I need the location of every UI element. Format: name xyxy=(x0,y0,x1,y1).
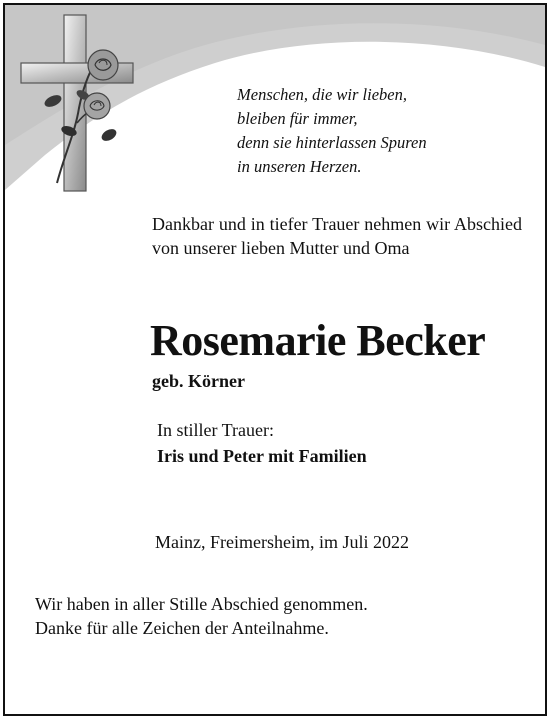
memorial-quote xyxy=(237,83,427,179)
mourners-families: Iris und Peter mit Familien xyxy=(157,446,367,466)
place-and-date: Mainz, Freimersheim, im Juli 2022 xyxy=(155,532,409,552)
closing-text xyxy=(35,592,368,640)
quote-line: bleiben für immer, xyxy=(237,109,358,128)
closing-line: Wir haben in aller Stille Abschied genommen. xyxy=(35,594,368,614)
obituary-notice xyxy=(3,3,547,716)
quote-line: Menschen, die wir lieben, xyxy=(237,85,407,104)
mourners-block xyxy=(157,417,367,469)
intro-text: Dankbar und in tiefer Trauer nehmen wir Abschied von unserer lieben Mutter und Oma xyxy=(152,214,522,258)
quote-line: denn sie hinterlassen Spuren xyxy=(237,133,427,152)
birth-name: geb. Körner xyxy=(152,371,245,391)
mourners-heading: In stiller Trauer: xyxy=(157,420,274,440)
quote-line: in unseren Herzen. xyxy=(237,157,362,176)
closing-line: Danke für alle Zeichen der Anteilnahme. xyxy=(35,618,329,638)
deceased-name: Rosemarie Becker xyxy=(150,316,486,365)
cross-with-roses-icon xyxy=(17,13,137,198)
